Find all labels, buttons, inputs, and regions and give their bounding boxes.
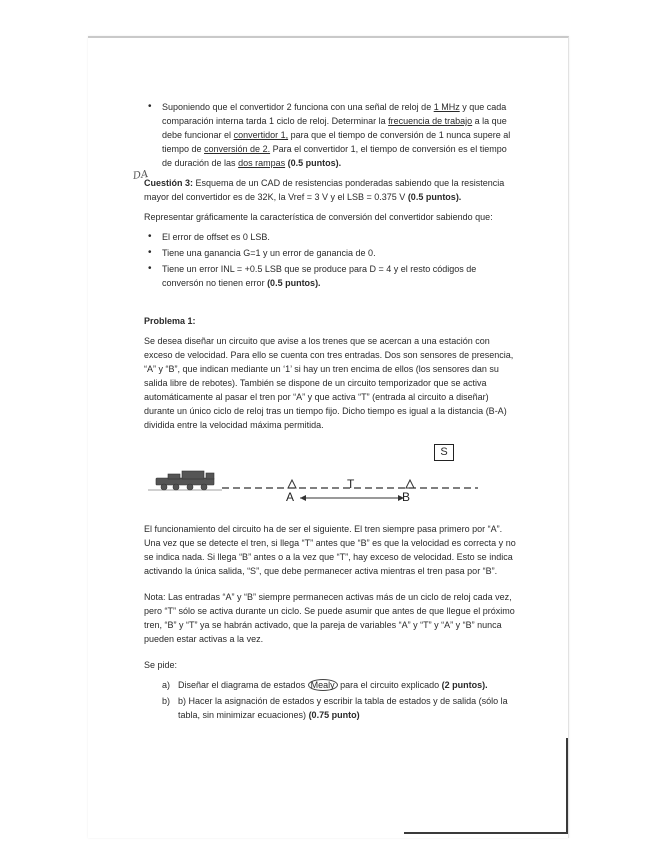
se-pide: Se pide: — [144, 660, 178, 670]
label-t: T — [347, 477, 355, 491]
bullet-convertidor: • Suponiendo que el convertidor 2 funciona con una señal de reloj de 1 MHz y que cada comparación interna tarda 1 ciclo de reloj. Determinar la frecuencia de trabajo a la que debe funcionar el convertidor 1, para que el tiempo de conversión de 1 nunca supere al tiempo de conversión de 2. Para el convertidor 1, el tiempo de conversión es el tiempo de duración de las dos rampas (0.5 puntos). — [144, 100, 516, 170]
output-s-box: S — [434, 444, 454, 461]
sensor-a-icon — [288, 480, 296, 488]
requirement-a: a) Diseñar el diagrama de estados Mealy para el circuito explicado (2 puntos). — [162, 680, 488, 690]
cuestion-3-intro: Representar gráficamente la característica de conversión del convertidor sabiendo que: — [144, 212, 493, 222]
cuestion-3-list — [144, 230, 516, 290]
label-a: A — [286, 490, 295, 504]
list-item: • El error de offset es 0 LSB. — [144, 230, 516, 244]
cuestion-3: Cuestión 3: Esquema de un CAD de resistencias ponderadas sabiendo que la resistencia mayor del convertidor es de 32K, la Vref = 3 V y el LSB = 0.375 V (0.5 puntos). — [144, 178, 505, 202]
problema-paragraph-2: El funcionamiento del circuito ha de ser el siguiente. El tren siempre pasa primero por “A”. Una vez que se detecte el tren, si llega “T” antes que “B” es que la velocidad es correcta y no se indica nada. Si llega “B” antes o a la vez que “T”, hay exceso de velocidad. Esto se indica activando la única salida, “S”, que debe permanecer activa mientras el tren pasa por “B”. — [144, 524, 516, 576]
label-b: B — [402, 490, 411, 504]
handwritten-note: DA — [132, 168, 149, 183]
requirement-b: b) b) Hacer la asignación de estados y escribir la tabla de estados y de salida (sólo la tabla, sin minimizar ecuaciones) (0.75 punto) — [162, 696, 508, 720]
train-diagram — [138, 444, 510, 510]
sensor-b-icon — [406, 480, 414, 488]
problema-title: Problema 1: — [144, 316, 196, 326]
problema-paragraph-1: Se desea diseñar un circuito que avise a los trenes que se acercan a una estación con exceso de velocidad. Para ello se cuenta con tres entradas. Dos son sensores de presencia, “A” y “B”, que indican mediante un ‘1’ si hay un tren encima de ellos (los sensores dan su salida libre de rebotes). También se dispone de un circuito temporizador que se activa automáticamente al pasar el tren por “A” y que activa “T” (entrada al circuito a diseñar) durante un único ciclo de reloj tras un tiempo fijo. Dicho tiempo es igual a la distancia (B-A) dividida entre la velocidad máxima permitida. — [144, 336, 514, 430]
paper-edge-right — [566, 738, 568, 834]
document-content — [144, 100, 516, 724]
mealy-circled: Mealy — [308, 679, 338, 691]
train-icon — [148, 471, 222, 490]
problema-nota: Nota: Las entradas “A” y “B” siempre permanecen activas más de un ciclo de reloj cada vez, pero “T” sólo se activa durante un ciclo. Se puede asumir que antes de que llegue el próximo tren, “B” y “T” ya se habrán activado, que la pareja de variables “A” y “T” y “A” y “B” nunca pueden estar activas a la vez. — [144, 592, 515, 644]
requirements-list — [144, 678, 516, 722]
list-item: • Tiene un error INL = +0.5 LSB que se produce para D = 4 y el resto códigos de conversón no tienen error (0.5 puntos). — [144, 262, 516, 290]
train-diagram-graphic — [138, 444, 510, 510]
paper-edge-bottom — [404, 832, 568, 834]
cuestion-3-title: Cuestión 3: — [144, 178, 194, 188]
list-item: • Tiene una ganancia G=1 y un error de ganancia de 0. — [144, 246, 516, 260]
